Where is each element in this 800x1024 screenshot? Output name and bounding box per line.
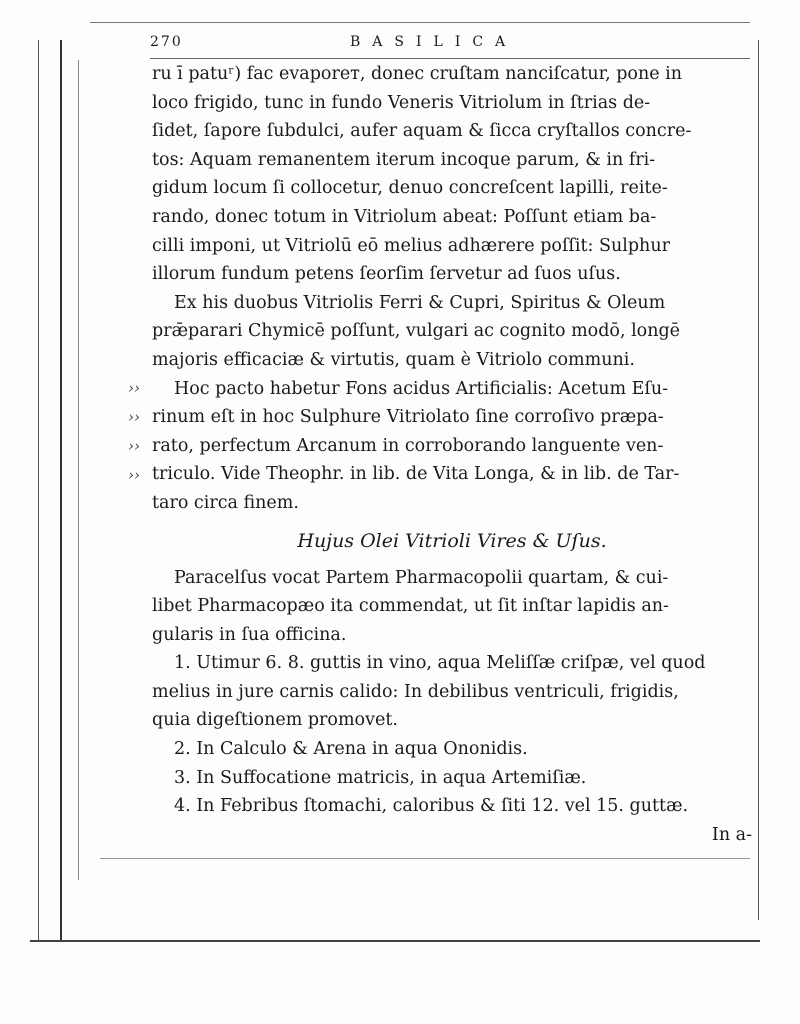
paragraph-4 [152,564,752,650]
text-line: rato, perfectum Arcanum in corroborando languente ven- [152,435,664,456]
text-line: libet Pharmacopæo ita commendat, ut ſit inſtar lapidis an- [152,596,669,617]
scan-edge-right [758,40,759,920]
list-item: 4. In Febribus ſtomachi, caloribus & ſiti 12. vel 15. guttæ. [174,796,689,817]
text-line: Paracelſus vocat Partem Pharmacopolii quartam, & cui- [174,567,669,588]
text-line: taro circa finem. [152,492,299,513]
scan-edge-top [90,22,750,23]
text-line: illorum fundum petens ſeorſim ſervetur ad ſuos uſus. [152,264,621,285]
text-line: gidum locum ſi collocetur, denuo concreſcent lapilli, reite- [152,178,668,199]
page-header [150,34,750,58]
text-line: majoris efficaciæ & virtutis, quam è Vitriolo communi. [152,349,635,370]
catchword: In a- [711,824,752,845]
list-item: 3. In Suffocatione matricis, in aqua Artemiſiæ. [174,767,587,788]
section-title: Hujus Olei Vitrioli Vires & Uſus. [297,529,607,552]
list-item: 1. Utimur 6. 8. guttis in vino, aqua Meliſſæ criſpæ, vel quod [174,653,706,674]
text-line: prǣparari Chymicē poſſunt, vulgari ac cognito modō, longē [152,321,681,342]
main-text [152,60,752,849]
list-item-continuation: melius in jure carnis calido: In debilibus ventriculi, frigidis, [152,681,679,702]
list-item-continuation: quia digeſtionem promovet. [152,710,398,731]
text-line: gularis in ſua officina. [152,624,347,645]
header-rule [150,58,750,59]
scan-edge-left-inner [78,60,79,880]
text-line: rinum eſt in hoc Sulphure Vitriolato ſine corroſivo præpa- [152,407,664,428]
scan-edge-bottom [30,940,760,942]
scan-edge-left-outer [38,40,39,940]
text-line: tos: Aquam remanentem iterum incoque parum, & in fri- [152,149,656,170]
margin-mark: ›› [128,466,140,484]
margin-quote-marks [128,374,148,490]
text-line: cilli imponi, ut Vitriolū eō melius adhærere poſſit: Sulphur [152,235,670,256]
text-line: loco frigido, tunc in fundo Veneris Vitriolum in ſtrias de- [152,92,651,113]
paragraph-1 [152,60,752,289]
text-line: triculo. Vide Theophr. in lib. de Vita Longa, & in lib. de Tar- [152,464,680,485]
text-block-bottom-rule [100,858,750,859]
scan-edge-left [60,40,62,940]
list-item: 2. In Calculo & Arena in aqua Ononidis. [174,739,528,760]
text-line: ru ī patuʳ) fac evaporeт, donec cruſtam nanciſcatur, pone in [152,64,682,84]
page-number: 270 [150,34,183,50]
uses-list [152,649,752,821]
paragraph-3 [152,375,752,518]
running-title: BASILICA [350,34,518,50]
margin-mark: ›› [128,408,140,426]
margin-mark: ›› [128,437,140,455]
margin-mark: ›› [128,379,140,397]
paragraph-2 [152,289,752,375]
text-line: Hoc pacto habetur Fons acidus Artificialis: Acetum Eſu- [174,378,669,399]
text-line: rando, donec totum in Vitriolum abeat: Poſſunt etiam ba- [152,206,657,227]
text-line: Ex his duobus Vitriolis Ferri & Cupri, Spiritus & Oleum [174,292,666,313]
text-line: ſidet, ſapore ſubdulci, aufer aquam & ſicca cryſtallos concre- [152,121,692,142]
